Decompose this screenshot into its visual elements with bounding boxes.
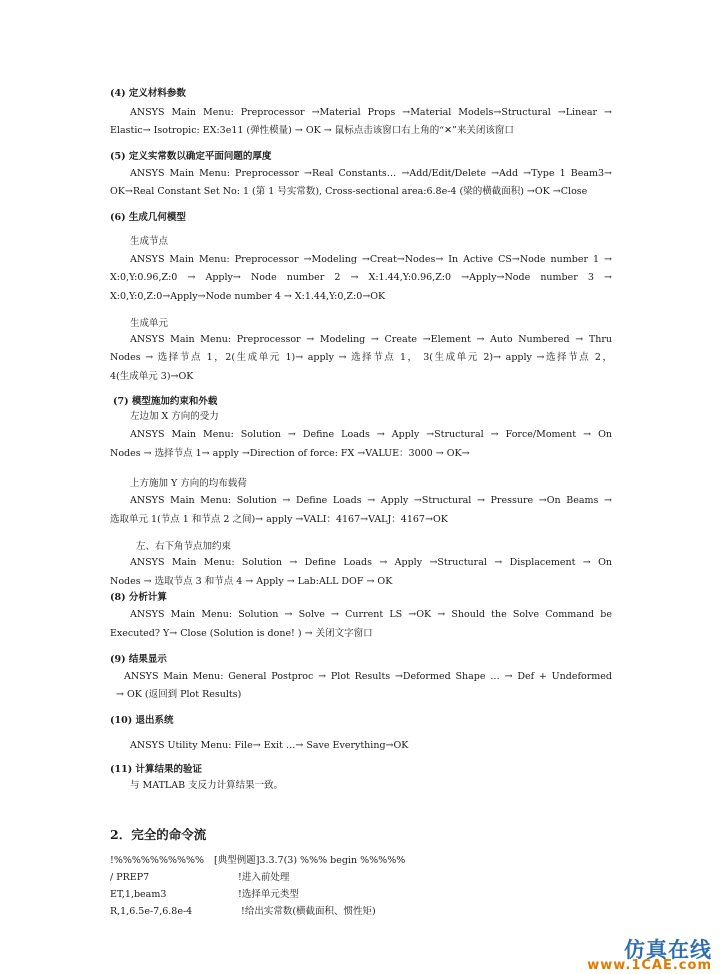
- section-6-subheading-nodes: 生成节点: [130, 236, 169, 247]
- section-8-line-2: Executed? Y→ Close (Solution is done! ) → 关闭文字窗口: [110, 628, 373, 639]
- section-4-heading: (4) 定义材料参数: [110, 88, 186, 99]
- section-7-constraint-line-2: Nodes → 选取节点 3 和节点 4 → Apply → Lab:ALL DOF → OK: [110, 576, 393, 587]
- section-7-pressure-line-1: ANSYS Main Menu: Solution → Define Loads → Apply →Structural → Pressure →On Beams →: [130, 495, 612, 506]
- section-5-line-2: OK→Real Constant Set No: 1 (第 1 号实常数), Cross-sectional area:6.8e-4 (梁的横截面积) →OK →Close: [110, 186, 588, 197]
- section-4-line-1: ANSYS Main Menu: Preprocessor →Material Props →Material Models→Structural →Linear →: [130, 107, 612, 118]
- section-7-pressure-line-2: 选取单元 1(节点 1 和节点 2 之间)→ apply →VALI：4167→VALJ：4167→OK: [110, 514, 448, 525]
- section-6-elements-line-1: ANSYS Main Menu: Preprocessor → Modeling → Create →Element → Auto Numbered → Thru: [130, 334, 612, 345]
- section-6-elements-line-3: 4(生成单元 3)→OK: [110, 371, 194, 382]
- section-7-constraint-line-1: ANSYS Main Menu: Solution → Define Loads → Apply →Structural → Displacement → On: [130, 557, 612, 568]
- section-6-subheading-elements: 生成单元: [130, 318, 169, 329]
- command-comment-1: [典型例题]3.3.7(3) %%% begin %%%%%: [214, 855, 406, 866]
- section-5-line-1: ANSYS Main Menu: Preprocessor →Real Constants… →Add/Edit/Delete →Add →Type 1 Beam3→: [130, 168, 612, 179]
- section-6-nodes-line-3: X:0,Y:0,Z:0→Apply→Node number 4 → X:1.44,Y:0,Z:0→OK: [110, 291, 386, 302]
- section-6-nodes-line-1: ANSYS Main Menu: Preprocessor →Modeling →Creat→Nodes→ In Active CS→Node number 1 →: [130, 254, 612, 265]
- section-8-heading: (8) 分析计算: [110, 592, 167, 603]
- section-4-line-2: Elastic→ Isotropic: EX:3e11 (弹性模量) → OK → 鼠标点击该窗口右上角的“✕”来关闭该窗口: [110, 125, 514, 136]
- command-comment-4: !给出实常数(横截面积、惯性矩): [241, 906, 376, 917]
- section-7-force-line-1: ANSYS Main Menu: Solution → Define Loads → Apply →Structural → Force/Moment → On: [130, 429, 612, 440]
- section-6-elements-line-2: Nodes → 选择节点 1，2(生成单元 1)→ apply → 选择节点 1， 3(生成单元 2)→ apply →选择节点 2，: [110, 352, 612, 363]
- section-2-title: 2．完全的命令流: [110, 827, 207, 842]
- section-11-heading: (11) 计算结果的验证: [110, 764, 203, 775]
- section-9-line-2: → OK (返回到 Plot Results): [116, 689, 242, 700]
- section-6-heading: (6) 生成几何模型: [110, 212, 186, 223]
- section-8-line-1: ANSYS Main Menu: Solution → Solve → Current LS →OK → Should the Solve Command be: [130, 609, 612, 620]
- section-10-line-1: ANSYS Utility Menu: File→ Exit …→ Save Everything→OK: [130, 740, 409, 751]
- section-9-line-1: ANSYS Main Menu: General Postproc → Plot Results →Deformed Shape … → Def + Undeformed: [124, 671, 612, 682]
- section-5-heading: (5) 定义实常数以确定平面问题的厚度: [110, 151, 272, 162]
- command-code-4: R,1,6.5e-7,6.8e-4: [110, 906, 193, 917]
- section-11-line-1: 与 MATLAB 支反力计算结果一致。: [130, 780, 284, 791]
- command-code-3: ET,1,beam3: [110, 889, 167, 900]
- section-9-heading: (9) 结果显示: [110, 654, 167, 665]
- watermark-url: www.1CAE.com: [587, 958, 712, 973]
- command-code-2: / PREP7: [110, 872, 150, 883]
- command-comment-3: !选择单元类型: [238, 889, 299, 900]
- section-7-subheading-pressure: 上方施加 Y 方向的均布载荷: [130, 478, 247, 489]
- section-7-heading: (7) 模型施加约束和外载: [113, 396, 218, 407]
- section-7-subheading-constraint: 左、右下角节点加约束: [136, 541, 232, 552]
- section-7-force-line-2: Nodes → 选择节点 1→ apply →Direction of force: FX →VALUE：3000 → OK→: [110, 448, 470, 459]
- command-comment-2: !进入前处理: [238, 872, 290, 883]
- section-7-subheading-force: 左边加 X 方向的受力: [130, 411, 219, 422]
- section-6-nodes-line-2: X:0,Y:0.96,Z:0 → Apply→ Node number 2 → X:1.44,Y:0.96,Z:0 →Apply→Node number 3 →: [110, 272, 612, 283]
- command-code-1: !%%%%%%%%%%: [110, 855, 205, 866]
- watermark-logo: [587, 934, 712, 973]
- watermark-text: 仿真在线: [624, 938, 712, 962]
- section-10-heading: (10) 退出系统: [110, 715, 174, 726]
